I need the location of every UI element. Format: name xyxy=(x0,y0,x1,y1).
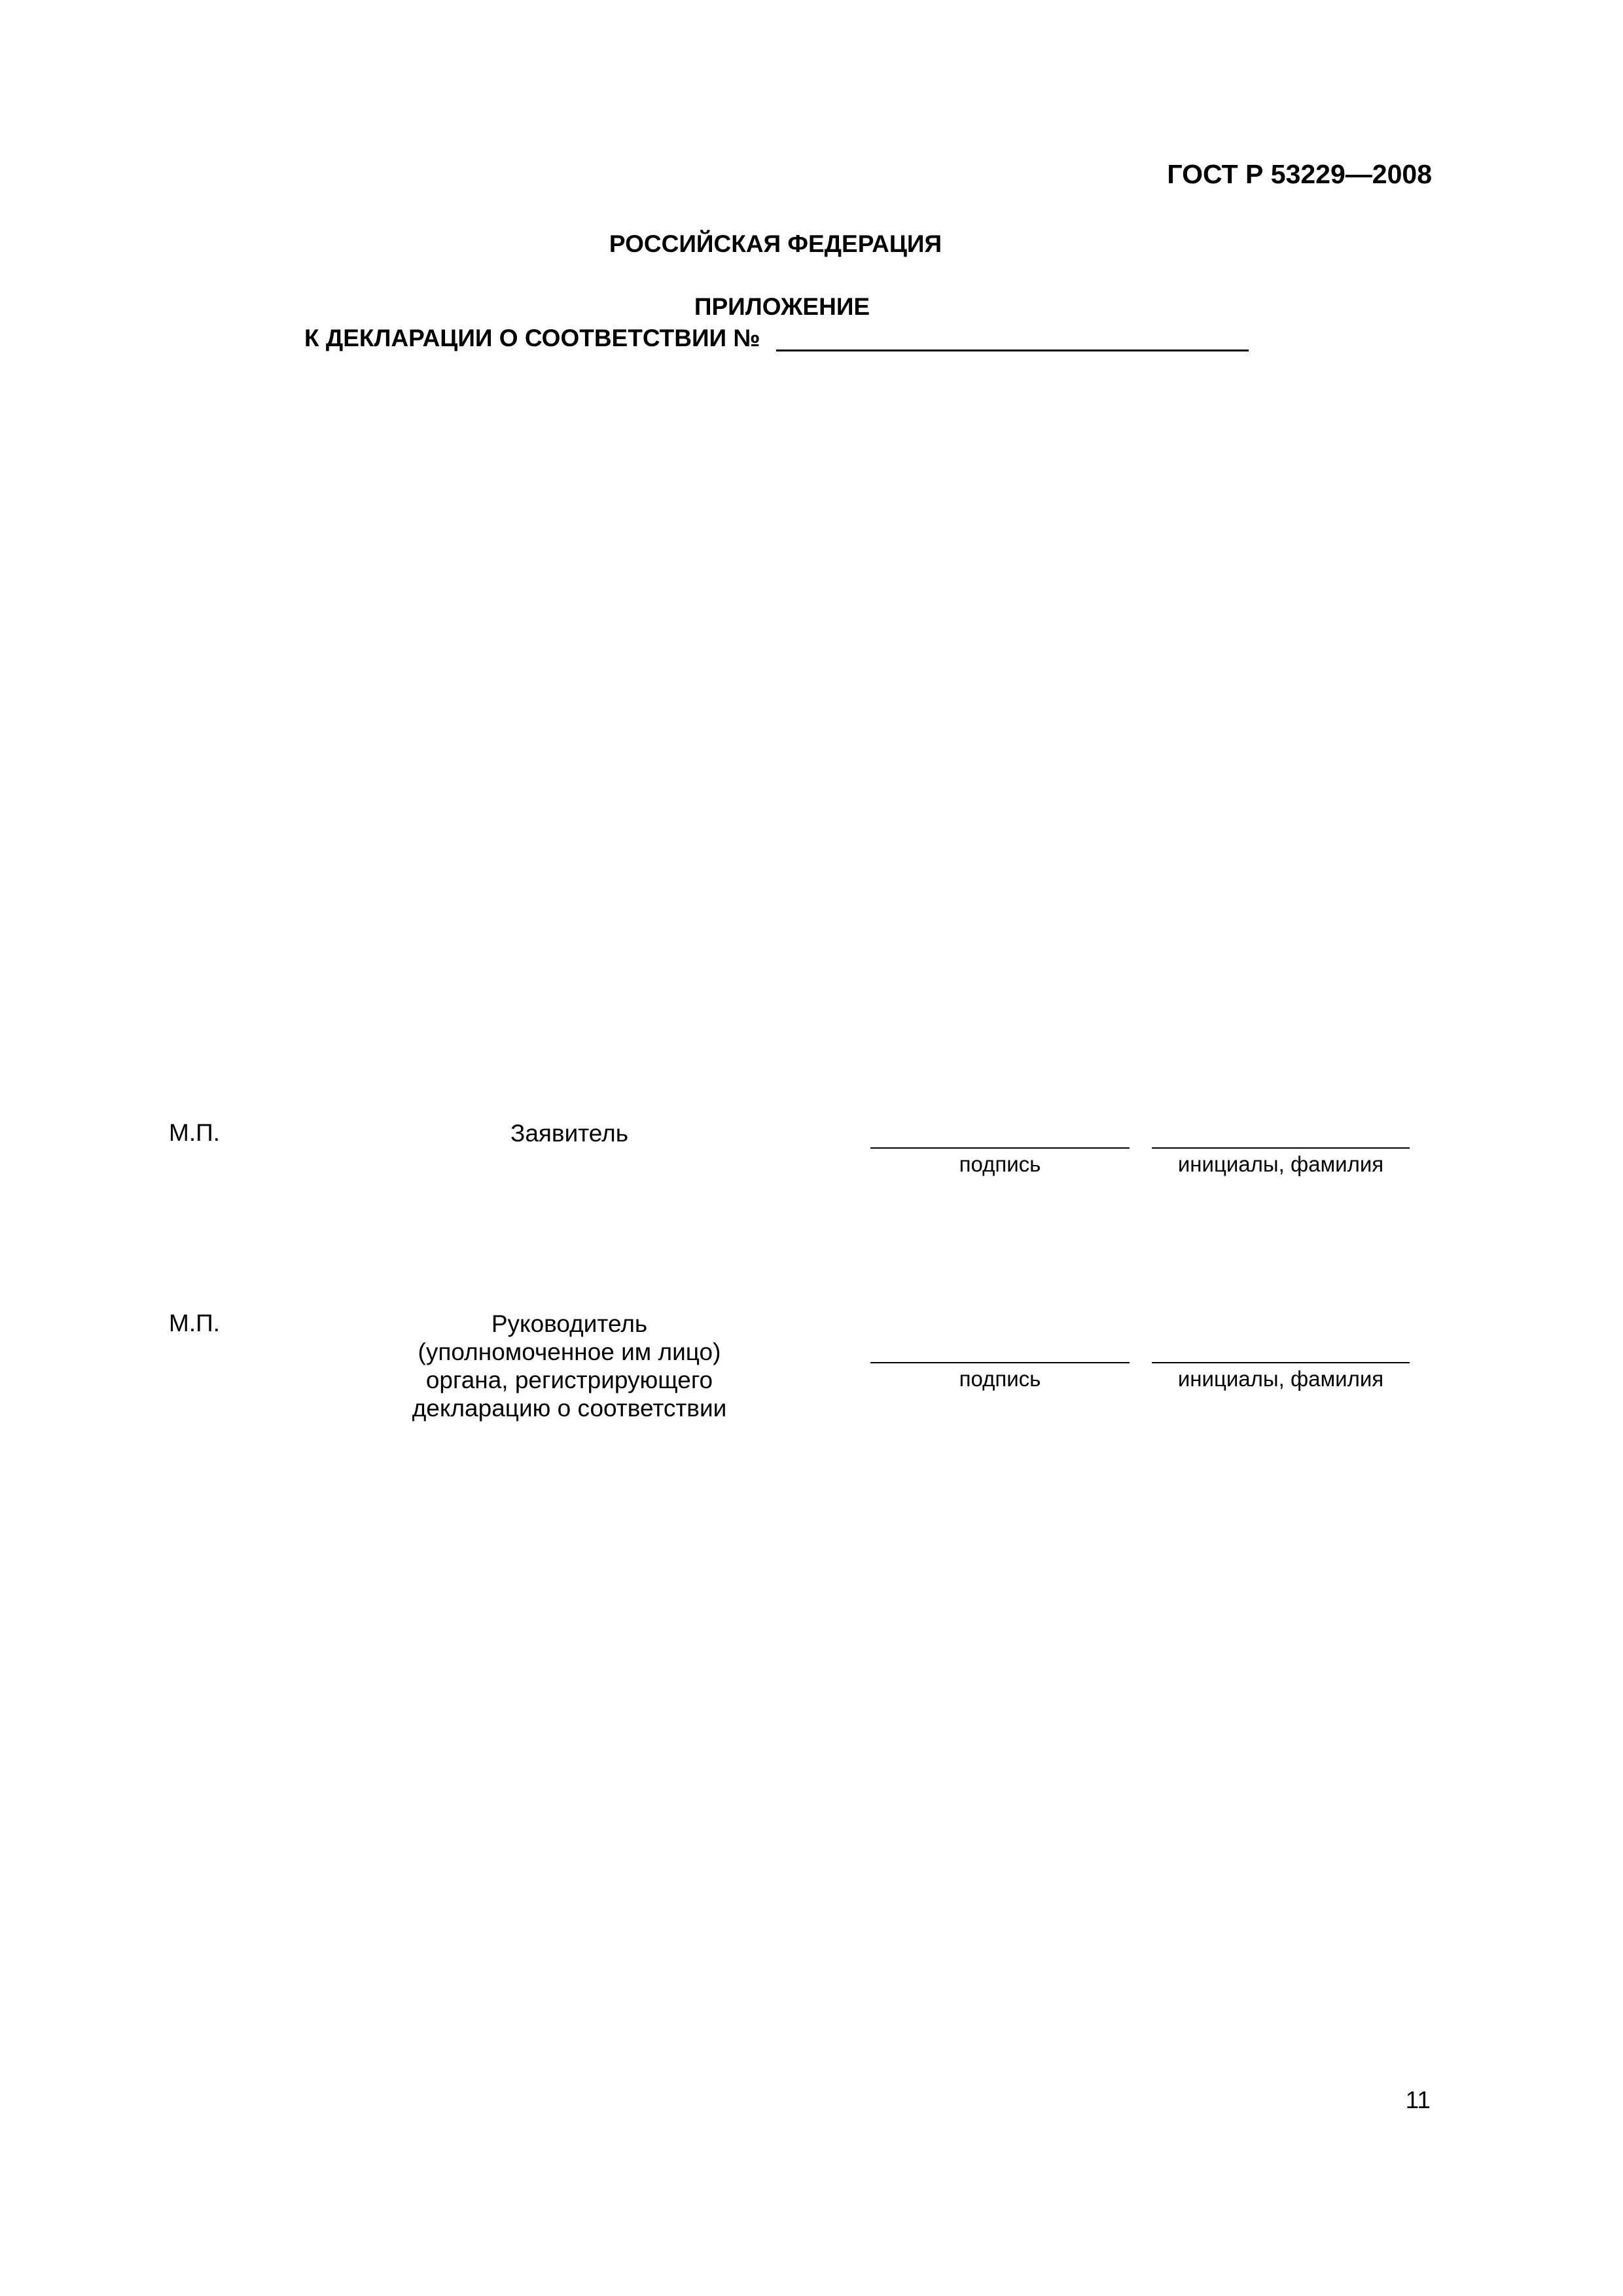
authority-name-caption: инициалы, фамилия xyxy=(1177,1367,1384,1391)
country-heading: РОССИЙСКАЯ ФЕДЕРАЦИЯ xyxy=(609,230,942,257)
authority-role-line: декларацию о соответствии xyxy=(412,1395,727,1422)
applicant-stamp-label: М.П. xyxy=(169,1119,220,1146)
applicant-name-line xyxy=(1152,1147,1410,1149)
authority-role-line: (уполномоченное им лицо) xyxy=(418,1338,721,1365)
authority-role-line: органа, регистрирующего xyxy=(425,1367,713,1393)
standard-number: ГОСТ Р 53229—2008 xyxy=(1167,159,1432,189)
applicant-name-caption: инициалы, фамилия xyxy=(1177,1152,1384,1176)
authority-signature-line xyxy=(870,1362,1130,1363)
authority-role-line: Руководитель xyxy=(491,1310,648,1337)
declaration-number-field xyxy=(776,350,1249,351)
applicant-role-label: Заявитель xyxy=(510,1120,629,1147)
page-number: 11 xyxy=(1405,2087,1431,2113)
authority-signature-caption: подпись xyxy=(959,1367,1041,1391)
annex-subtitle: К ДЕКЛАРАЦИИ О СООТВЕТСТВИИ № xyxy=(304,325,760,351)
authority-stamp-label: М.П. xyxy=(169,1310,220,1336)
applicant-signature-line xyxy=(870,1147,1130,1149)
authority-name-line xyxy=(1152,1362,1410,1363)
authority-role-label xyxy=(366,1310,772,1422)
applicant-signature-caption: подпись xyxy=(959,1152,1041,1176)
annex-title: ПРИЛОЖЕНИЕ xyxy=(694,293,870,320)
